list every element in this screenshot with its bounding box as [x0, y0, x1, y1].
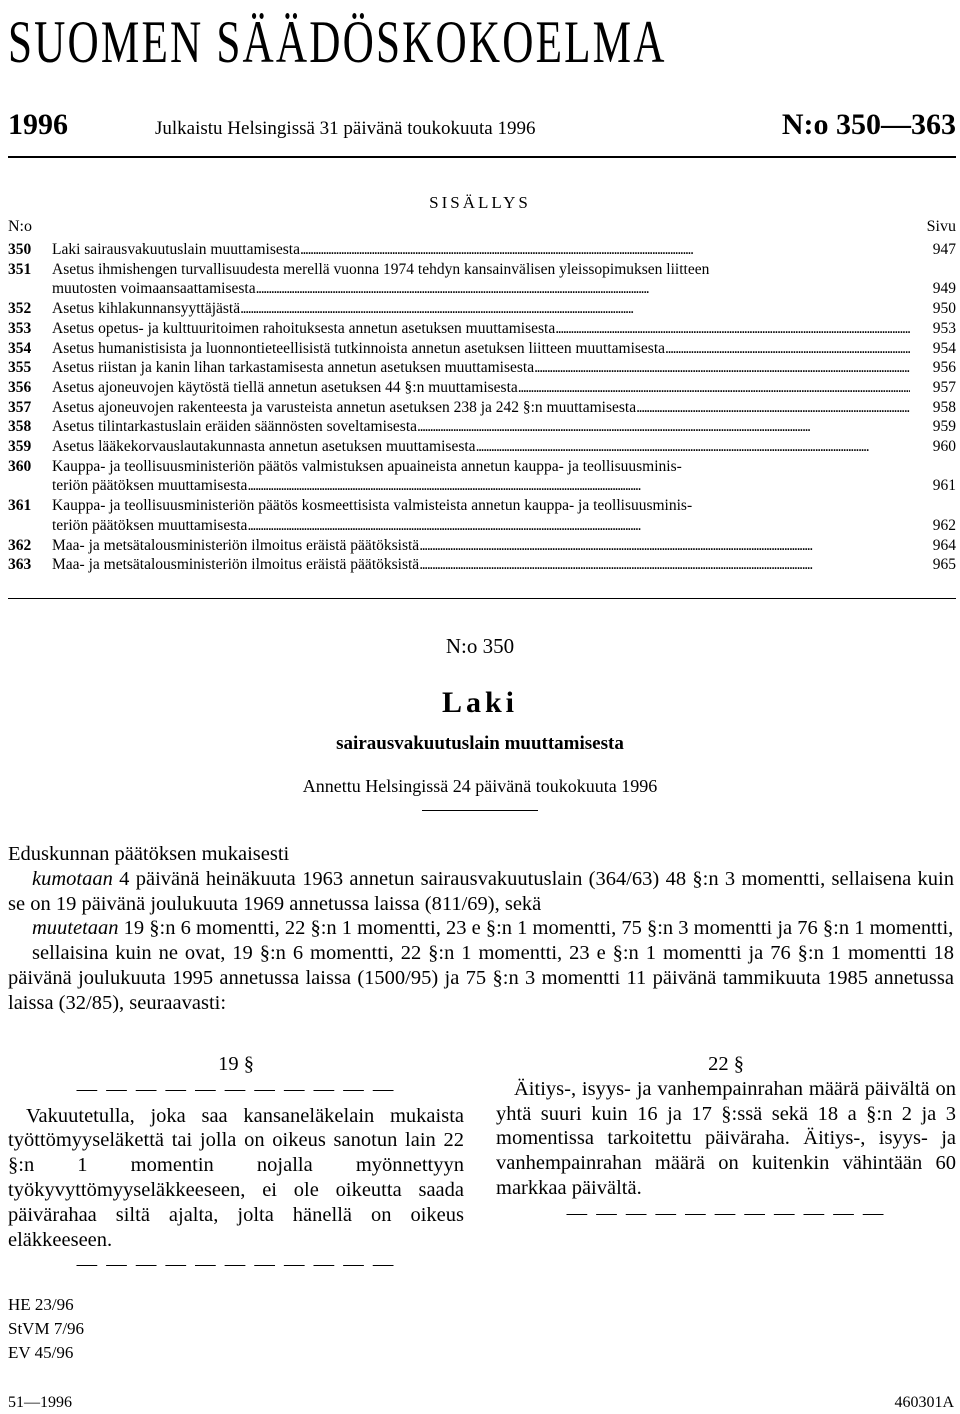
- toc-entry-title: Kauppa- ja teollisuusministeriön päätös kosmeettisista valmisteista annetun kauppa- ja teollisuusminis-: [52, 497, 693, 515]
- issue-year: 1996: [8, 108, 68, 141]
- issue-line: [8, 108, 956, 148]
- toc-leader-dots: [636, 398, 910, 418]
- section-19-text: Vakuutetulla, joka saa kansaneläkelain mukaista työttömyyseläkettä tai jolla on oikeus sanotun lain 22 §:n 1 momentin nojalla myönnettyyn työkyvyttömyyseläkkeeseen, ei ole oikeutta saada päivärahaa siltä ajalta, jolta hänellä on oikeus eläkkeeseen.: [8, 1104, 464, 1251]
- toc-entry-page: 960: [932, 438, 956, 456]
- toc-leader-dots: [419, 555, 910, 575]
- toc-entry: [8, 358, 956, 378]
- toc-entry-page: 956: [932, 359, 956, 377]
- toc-entry-number: 354: [8, 339, 32, 357]
- toc-entry-title: Asetus lääkekorvauslautakunnasta annetun asetuksen muuttamisesta: [52, 438, 476, 456]
- toc-leader-dots: [240, 299, 910, 319]
- toc-entry-number: 359: [8, 438, 32, 456]
- toc-entry-title: Laki sairausvakuutuslain muuttamisesta: [52, 241, 300, 258]
- toc-entry-page: 962: [932, 516, 956, 534]
- repeal-keyword: kumotaan: [32, 867, 113, 890]
- toc-entry-page: 959: [932, 418, 956, 436]
- toc-entry-title: Asetus humanistisista ja luonnontieteellisistä tutkinnoista annetun asetuksen liitteen muuttamisesta: [52, 339, 666, 357]
- toc-leader-dots: [247, 476, 910, 496]
- toc-entry-title: Maa- ja metsätalousministeriön ilmoitus eräistä päätöksistä: [52, 556, 420, 574]
- toc-entry-number: 355: [8, 359, 32, 377]
- toc-entry-page: 949: [932, 280, 956, 298]
- reference-item: EV 45/96: [8, 1343, 74, 1362]
- toc-entry-number: 357: [8, 398, 32, 416]
- toc-entry-title: muutosten voimaansaattamisesta: [52, 280, 256, 298]
- toc-entry-title: teriön päätöksen muuttamisesta: [52, 477, 248, 495]
- toc-entry-number: 351: [8, 260, 32, 278]
- toc-entry: [8, 260, 956, 299]
- preamble-intro: Eduskunnan päätöksen mukaisesti: [8, 843, 290, 865]
- masthead-title: SUOMEN SÄÄDÖSKOKOELMA: [8, 9, 667, 75]
- toc-entry-page: 964: [932, 536, 956, 554]
- toc-entry-number: 350: [8, 241, 32, 258]
- section-19: [8, 1052, 464, 1277]
- toc-entry-page: 961: [932, 477, 956, 495]
- toc-entry: [8, 555, 956, 575]
- amend-keyword: muutetaan: [32, 917, 119, 940]
- act-date: Annettu Helsingissä 24 päivänä toukokuuta 1996: [302, 776, 658, 796]
- preamble-amend: [8, 916, 954, 941]
- toc-entry: [8, 319, 956, 339]
- legislative-references: [8, 1293, 84, 1365]
- toc-entry-title: Asetus ajoneuvojen rakenteesta ja varusteista annetun asetuksen 238 ja 242 §:n muuttamisesta: [52, 398, 637, 416]
- toc-entry-number: 363: [8, 556, 32, 574]
- issue-number-range: N:o 350—363: [781, 108, 956, 141]
- toc-entry: [8, 536, 956, 556]
- toc-entry-title: Maa- ja metsätalousministeriön ilmoitus eräistä päätöksistä: [52, 536, 420, 554]
- footer-right-code: 460301A: [894, 1394, 954, 1411]
- toc-number-header: N:o: [8, 218, 32, 235]
- toc-entry: [8, 240, 956, 260]
- toc-entry-title: Asetus opetus- ja kulttuuritoimen rahoituksesta annetun asetuksen muuttamisesta: [52, 319, 556, 337]
- toc-entry-page: 950: [932, 300, 956, 318]
- toc-entry: [8, 417, 956, 437]
- toc-entry-number: 360: [8, 457, 32, 475]
- section-22-text: Äitiys-, isyys- ja vanhempainrahan määrä päivältä on yhtä suuri kuin 16 ja 17 §:ssä sekä 18 a §:n 2 ja 3 momentissa tarkoitettu päiväraha. Äitiys-, isyys- ja vanhempainrahan määrä on kuitenkin vähintään 60 markkaa päivältä.: [496, 1077, 956, 1199]
- toc-entry-page: 954: [932, 339, 956, 357]
- toc-title: SISÄLLYS: [429, 193, 531, 212]
- toc-leader-dots: [518, 378, 910, 398]
- toc-leader-dots: [419, 536, 910, 556]
- toc-entry-page: 947: [932, 241, 956, 258]
- toc-entry-number: 353: [8, 319, 32, 337]
- toc-leader-dots: [417, 417, 910, 437]
- toc-entry-title: Asetus ihmishengen turvallisuudesta merellä vuonna 1974 tehdyn kansainvälisen yleissopimuksen liitteen: [52, 260, 710, 278]
- omission-dashes: — — — — — — — — — — —: [76, 1253, 396, 1276]
- toc-entry-page: 953: [932, 319, 956, 337]
- publication-date: Julkaistu Helsingissä 31 päivänä toukokuuta 1996: [155, 118, 536, 139]
- page-footer: [8, 1394, 954, 1414]
- toc-entry-page: 965: [932, 556, 956, 574]
- toc-leader-dots: [665, 339, 910, 359]
- toc-entry: [8, 437, 956, 457]
- reference-item: StVM 7/96: [8, 1319, 85, 1338]
- toc-entry-number: 358: [8, 418, 32, 436]
- toc-entry: [8, 339, 956, 359]
- toc-leader-dots: [476, 437, 910, 457]
- toc-leader-dots: [247, 516, 910, 536]
- title-rule: [422, 810, 538, 811]
- toc-entry-title: Asetus riistan ja kanin lihan tarkastamisesta annetun asetuksen muuttamisesta: [52, 359, 535, 377]
- toc-entry-page: 958: [932, 398, 956, 416]
- toc-leader-dots: [555, 319, 910, 339]
- toc-column-headers: [8, 218, 956, 238]
- toc-entry-number: 362: [8, 536, 32, 554]
- omission-dashes: — — — — — — — — — — —: [566, 1201, 886, 1224]
- toc-entry: [8, 378, 956, 398]
- reference-item: HE 23/96: [8, 1295, 74, 1314]
- toc-entry-number: 352: [8, 300, 32, 318]
- toc-entry: [8, 457, 956, 496]
- toc-page-header: Sivu: [926, 218, 956, 235]
- act-preamble: [8, 842, 954, 1016]
- toc-entry-page: 957: [932, 378, 956, 396]
- section-22: [496, 1052, 956, 1226]
- preamble-such-as: sellaisina kuin ne ovat, 19 §:n 6 momentti, 22 §:n 1 momentti, 23 e §:n 1 momentti ja 76 §:n 1 momentti 18 päivänä joulukuuta 1995 annetussa laissa (1500/95) ja 75 §:n 3 momentti 11 päivänä tammikuuta 1985 annetussa laissa (32/85), seuraavasti:: [8, 942, 954, 1014]
- act-title: sairausvakuutuslain muuttamisesta: [336, 733, 624, 754]
- toc-leader-dots: [300, 240, 910, 260]
- toc-leader-dots: [534, 358, 910, 378]
- section-rule: [8, 598, 956, 599]
- toc-entry-title: Asetus ajoneuvojen käytöstä tiellä annetun asetuksen 44 §:n muuttamisesta: [52, 378, 518, 396]
- toc-entry-title: Kauppa- ja teollisuusministeriön päätös valmistuksen apuaineista annetun kauppa- ja teollisuusminis-: [52, 457, 682, 475]
- toc-entry: [8, 496, 956, 535]
- toc-entry: [8, 398, 956, 418]
- toc-entry-number: 361: [8, 497, 32, 515]
- omission-dashes: — — — — — — — — — — —: [76, 1077, 396, 1100]
- header-rule: [8, 156, 956, 158]
- section-19-heading: 19 §: [218, 1053, 254, 1075]
- table-of-contents: [8, 240, 956, 575]
- toc-entry-title: Asetus kihlakunnansyyttäjästä: [52, 300, 241, 318]
- repeal-text: 4 päivänä heinäkuuta 1963 annetun sairausvakuutuslain (364/63) 48 §:n 3 momentti, sellaisena kuin se on 19 päivänä joulukuuta 1969 annetussa laissa (811/69), sekä: [8, 867, 954, 915]
- toc-entry-title: Asetus tilintarkastuslain eräiden säännösten soveltamisesta: [52, 418, 418, 436]
- toc-leader-dots: [256, 279, 910, 299]
- toc-entry-title: teriön päätöksen muuttamisesta: [52, 516, 248, 534]
- footer-left-code: 51—1996: [8, 1394, 72, 1411]
- act-number: N:o 350: [445, 634, 515, 658]
- amend-text: 19 §:n 6 momentti, 22 §:n 1 momentti, 23 e §:n 1 momentti, 75 §:n 3 momentti ja 76 §:n 1 momentti,: [118, 917, 954, 940]
- section-22-heading: 22 §: [708, 1053, 744, 1075]
- toc-entry: [8, 299, 956, 319]
- preamble-repeal: [8, 867, 954, 917]
- toc-entry-number: 356: [8, 378, 32, 396]
- act-type: Laki: [441, 686, 519, 719]
